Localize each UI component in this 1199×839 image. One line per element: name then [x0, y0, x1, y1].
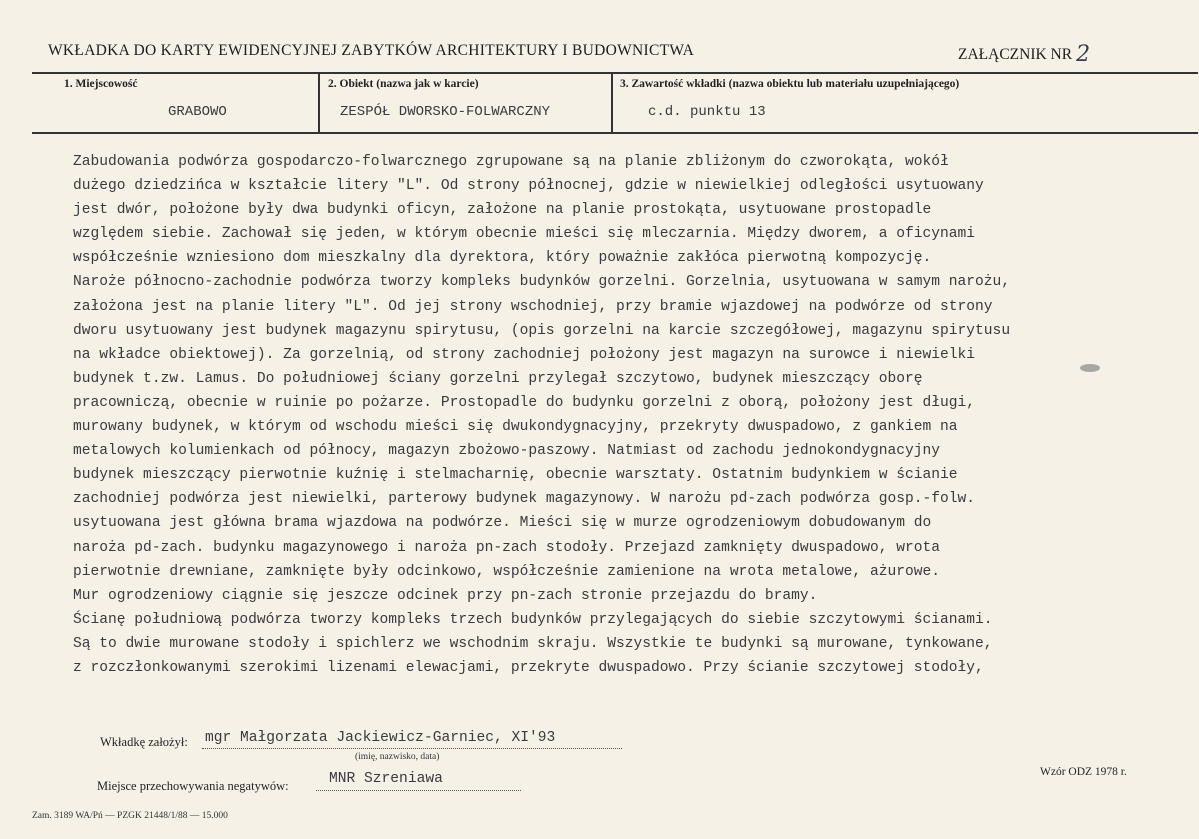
- author-sublabel: (imię, nazwisko, data): [355, 752, 440, 762]
- author-dotline: [202, 748, 622, 749]
- text-line: założona jest na planie litery "L". Od jej strony wschodniej, przy bramie wjazdowej na podwórze od strony: [73, 298, 993, 315]
- annex-label-text: ZAŁĄCZNIK NR: [958, 46, 1073, 63]
- ink-smudge: [1080, 364, 1100, 372]
- text-line: budynek t.zw. Lamus. Do południowej ściany gorzelni przylegał szczytowo, budynek mieszczący oborę: [73, 370, 923, 387]
- text-line: Zabudowania podwórza gospodarczo-folwarcznego zgrupowane są na planie zbliżonym do czworokąta, wokół: [73, 154, 949, 170]
- text-line: pierwotnie drewniane, zamknięte były odcinkowo, współcześnie zamienione na wrota metalowe, ażurowe.: [73, 563, 941, 580]
- text-line: Naroże północno-zachodnie podwórza tworzy kompleks budynków gorzelni. Gorzelnia, usytuowana w samym narożu,: [73, 274, 1011, 291]
- annex-number: 2: [1076, 42, 1091, 67]
- text-line: z rozczłonkowanymi szerokimi lizenami elewacjami, przekryte dwuspadowo. Przy ścianie szczytowej stodoły,: [73, 659, 984, 676]
- text-line: pracowniczą, obecnie w ruinie po pożarze. Prostopadle do budynku gorzelni z oborą, położony jest długi,: [73, 394, 976, 411]
- text-line: dworu usytuowany jest budynek magazynu spirytusu, (opis gorzelni na karcie szczegółowej, magazynu spirytusu: [73, 322, 1011, 339]
- text-line: Ścianę południową podwórza tworzy kompleks trzech budynków przylegających do siebie szczytowymi ścianami.: [73, 611, 993, 628]
- negatives-label: Miejsce przechowywania negatywów:: [97, 779, 289, 793]
- text-line: budynek mieszczący pierwotnie kuźnię i stelmacharnię, obecnie warsztaty. Ostatnim budynkiem w ścianie: [73, 467, 958, 484]
- text-line: zachodniej podwórza jest niewielki, parterowy budynek magazynowy. W narożu pd-zach podwórza gosp.-folw.: [73, 491, 976, 508]
- description-text: [73, 150, 1133, 680]
- object-label: 2. Obiekt (nazwa jak w karcie): [328, 78, 479, 90]
- text-line: względem siebie. Zachował się jeden, w którym obecnie mieści się mleczarnia. Między dworem, a oficynami: [73, 226, 976, 243]
- text-line: jest dwór, położone były dwa budynki oficyn, założone na planie prostokąta, usytuowane prostopadle: [73, 202, 932, 219]
- contents-value: c.d. punktu 13: [648, 104, 766, 120]
- print-note: Zam. 3189 WA/Pń — PZGK 21448/1/88 — 15.000: [32, 811, 228, 821]
- header-bottom-rule: [32, 132, 1198, 134]
- text-line: metalowych kolumienkach od północy, magazyn zbożowo-paszowy. Natmiast od zachodu jednokondygnacyjny: [73, 443, 941, 460]
- text-line: na wkładce obiektowej). Za gorzelnią, od strony zachodniej położony jest magazyn na surowce i niewielki: [73, 346, 976, 363]
- text-line: Mur ogrodzeniowy ciągnie się jeszcze odcinek przy pn-zach stronie przejazdu do bramy.: [73, 587, 818, 604]
- template-note: Wzór ODZ 1978 r.: [1040, 766, 1127, 778]
- negatives-dotline: [316, 790, 521, 791]
- header-top-rule: [32, 72, 1198, 74]
- form-title: WKŁADKA DO KARTY EWIDENCYJNEJ ZABYTKÓW ARCHITEKTURY I BUDOWNICTWA: [48, 42, 695, 59]
- negatives-value: MNR Szreniawa: [329, 771, 443, 787]
- object-value: ZESPÓŁ DWORSKO-FOLWARCZNY: [340, 104, 551, 120]
- contents-label: 3. Zawartość wkładki (nazwa obiektu lub materiału uzupełniającego): [620, 78, 960, 90]
- locality-label: 1. Miejscowość: [64, 78, 138, 90]
- header-divider-1: [318, 72, 320, 133]
- header-divider-2: [611, 72, 613, 133]
- text-line: dużego dziedzińca w kształcie litery "L". Od strony północnej, gdzie w niewielkiej odległości usytuowany: [73, 178, 984, 195]
- author-label: Wkładkę założył:: [100, 735, 188, 749]
- locality-value: GRABOWO: [168, 104, 227, 120]
- text-line: usytuowana jest główna brama wjazdowa na podwórze. Mieści się w murze ogrodzeniowym dobudowanym do: [73, 515, 932, 532]
- text-line: murowany budynek, w którym od wschodu mieści się dwukondygnacyjny, przekryty dwuspadowo, z gankiem na: [73, 419, 958, 436]
- author-value: mgr Małgorzata Jackiewicz-Garniec, XI'93: [205, 730, 556, 746]
- text-line: współcześnie wzniesiono dom mieszkalny dla dyrektora, który poważnie zakłóca pierwotną kompozycję.: [73, 250, 932, 267]
- text-line: Są to dwie murowane stodoły i spichlerz we wschodnim skraju. Wszystkie te budynki są murowane, tynkowane,: [73, 635, 993, 652]
- annex-label: [958, 40, 1090, 65]
- text-line: naroża pd-zach. budynku magazynowego i naroża pn-zach stodoły. Przejazd zamknięty dwuspadowo, wrota: [73, 539, 941, 556]
